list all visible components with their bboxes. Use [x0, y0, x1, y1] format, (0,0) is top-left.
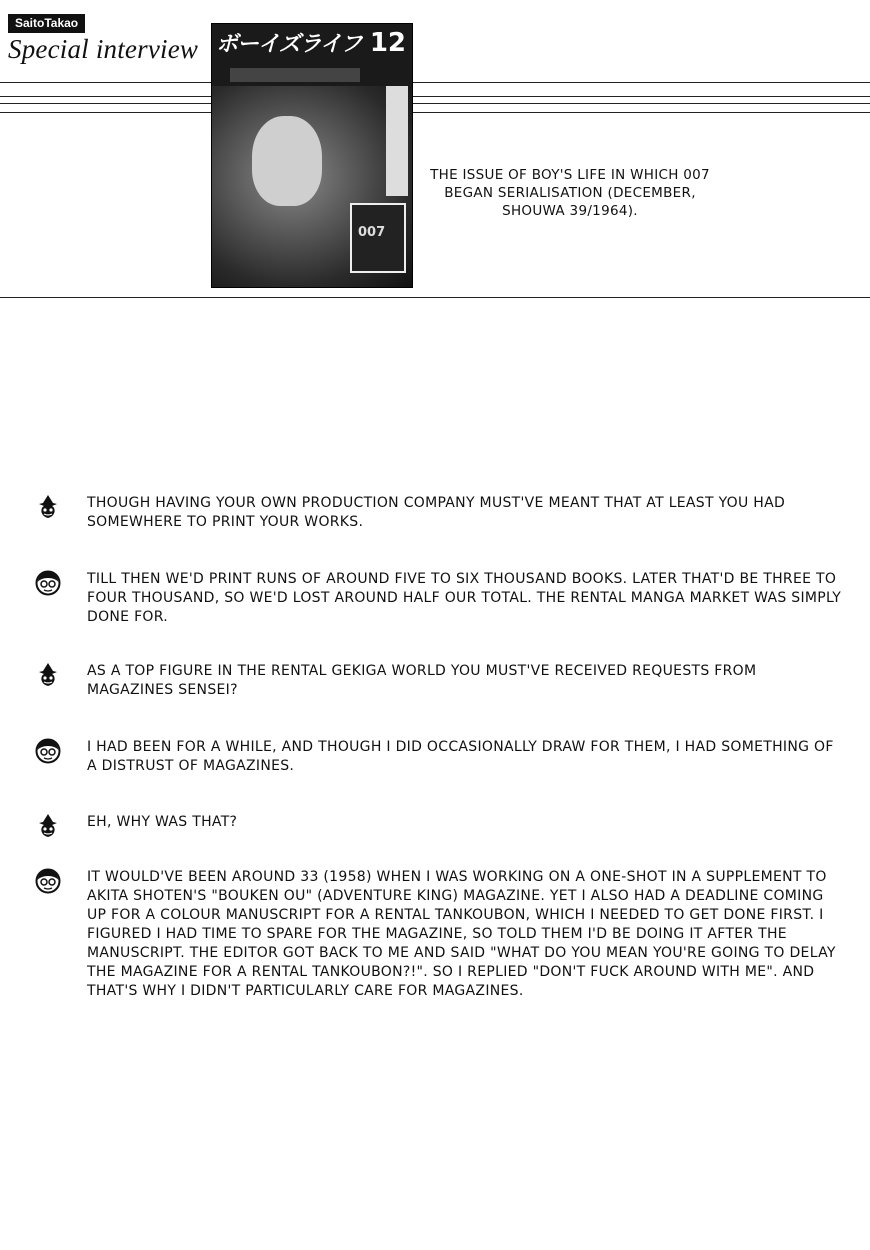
- cover-issue-number: 12: [369, 28, 406, 58]
- page-title: Special interview: [8, 34, 199, 64]
- rule-line: [0, 297, 870, 298]
- dialogue-text: EH, WHY WAS THAT?: [87, 814, 238, 830]
- saito-icon: [35, 738, 61, 764]
- magazine-cover-image: [211, 23, 413, 288]
- cover-side-banner: [386, 86, 408, 196]
- dialogue-item: [35, 813, 855, 839]
- rule-line: [0, 82, 870, 83]
- saito-icon: [35, 868, 61, 894]
- interviewer-icon: [35, 494, 61, 520]
- saito-icon: [35, 570, 61, 596]
- cover-subtitle-band: [230, 68, 360, 82]
- dialogue-item: [35, 494, 855, 532]
- cover-face: [252, 116, 322, 206]
- dialogue-text: I HAD BEEN FOR A WHILE, AND THOUGH I DID OCCASIONALLY DRAW FOR THEM, I HAD SOMETHING OF A DISTRUST OF MAGAZINES.: [87, 739, 834, 774]
- dialogue-item: [35, 570, 855, 627]
- cover-inset-label: 007: [358, 225, 386, 240]
- rule-line: [0, 96, 870, 97]
- rule-line: [0, 103, 870, 104]
- interviewer-icon: [35, 813, 61, 839]
- interviewer-icon: [35, 662, 61, 688]
- cover-inset-panel: [350, 203, 406, 273]
- cover-caption: THE ISSUE OF BOY'S LIFE IN WHICH 007 BEGAN SERIALISATION (DECEMBER, SHOUWA 39/1964).: [430, 167, 710, 219]
- dialogue-item: [35, 868, 855, 1001]
- dialogue-text: IT WOULD'VE BEEN AROUND 33 (1958) WHEN I WAS WORKING ON A ONE-SHOT IN A SUPPLEMENT TO AKITA SHOTEN'S "BOUKEN OU" (ADVENTURE KING) MAGAZINE. YET I ALSO HAD A DEADLINE COMING UP FOR A COLOUR MANUSCRIPT FOR A RENTAL TANKOUBON, WHICH I NEEDED TO GET DONE FIRST. I FIGURED I HAD TIME TO SPARE FOR THE MAGAZINE, SO TOLD THEM I'D BE DOING IT AFTER THE MANUSCRIPT. THE EDITOR GOT BACK TO ME AND SAID "WHAT DO YOU MEAN YOU'RE GOING TO DELAY THE MAGAZINE FOR A RENTAL TANKOUBON?!". SO I REPLIED "DON'T FUCK AROUND WITH ME". AND THAT'S WHY I DIDN'T PARTICULARLY CARE FOR MAGAZINES.: [87, 869, 836, 999]
- dialogue-text: TILL THEN WE'D PRINT RUNS OF AROUND FIVE TO SIX THOUSAND BOOKS. LATER THAT'D BE THREE TO FOUR THOUSAND, SO WE'D LOST AROUND HALF OUR TOTAL. THE RENTAL MANGA MARKET WAS SIMPLY DONE FOR.: [87, 571, 842, 625]
- dialogue-item: [35, 662, 855, 700]
- cover-title: ボーイズライフ: [216, 32, 362, 57]
- dialogue-item: [35, 738, 855, 776]
- author-tag: SaitoTakao: [8, 14, 85, 33]
- rule-line: [0, 112, 870, 113]
- dialogue-text: THOUGH HAVING YOUR OWN PRODUCTION COMPANY MUST'VE MEANT THAT AT LEAST YOU HAD SOMEWHERE TO PRINT YOUR WORKS.: [87, 495, 786, 530]
- dialogue-text: AS A TOP FIGURE IN THE RENTAL GEKIGA WORLD YOU MUST'VE RECEIVED REQUESTS FROM MAGAZINES SENSEI?: [87, 663, 757, 698]
